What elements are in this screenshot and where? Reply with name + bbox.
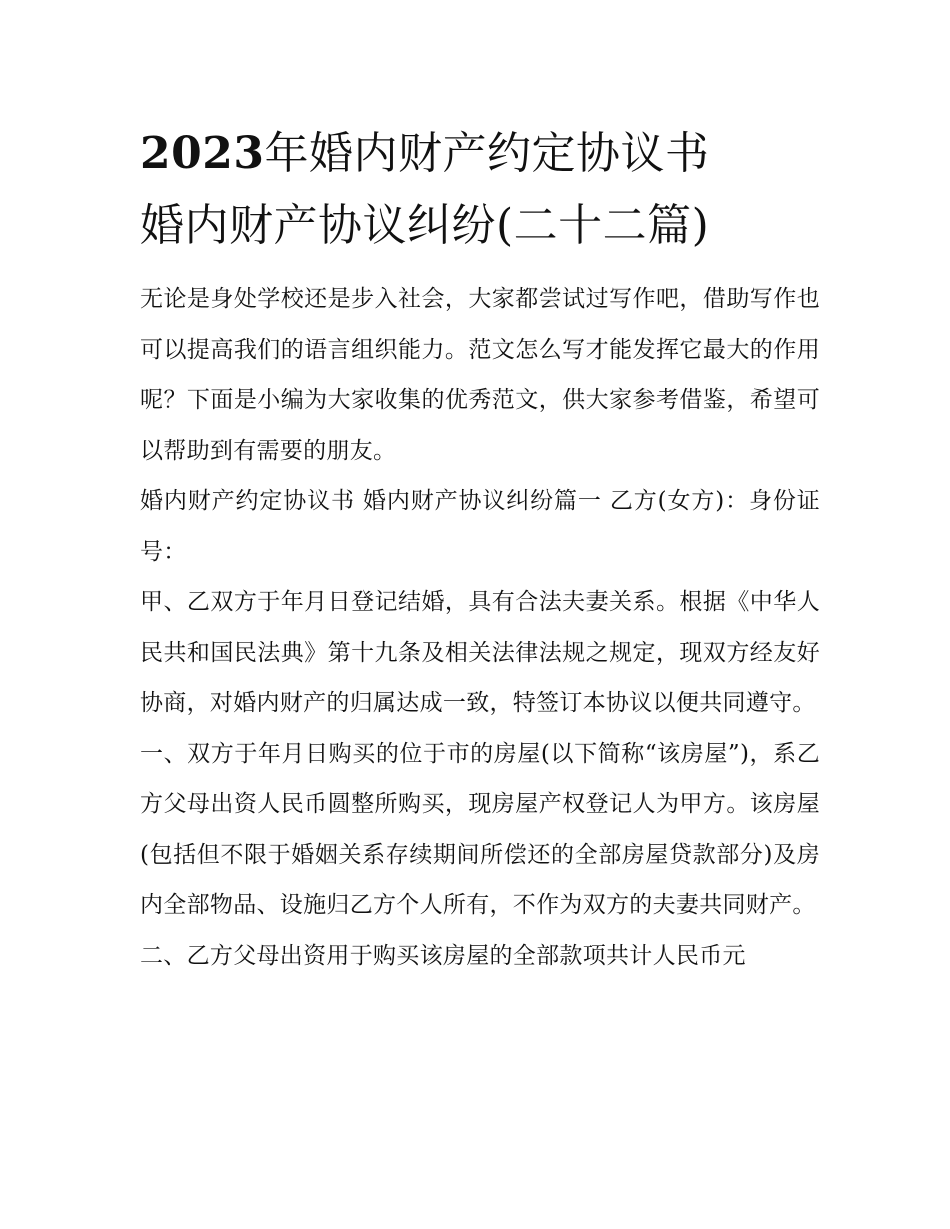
section-heading-paragraph: 婚内财产约定协议书 婚内财产协议纠纷篇一 乙方(女方)：身份证号： [140,488,820,565]
title-line-1 [140,118,820,190]
clause-2-paragraph: 二、乙方父母出资用于购买该房屋的全部款项共计人民币元 [140,942,746,969]
title-year: 2023 [140,128,265,179]
title-line-1-text: 年婚内财产约定协议书 [264,128,710,179]
preamble-paragraph: 甲、乙双方于年月日登记结婚，具有合法夫妻关系。根据《中华人民共和国民法典》第十九条及相关法律法规之规定，现双方经友好协商，对婚内财产的归属达成一致，特签订本协议以便共同遵守。 [140,589,820,716]
intro-paragraph: 无论是身处学校还是步入社会，大家都尝试过写作吧，借助写作也可以提高我们的语言组织能力。范文怎么写才能发挥它最大的作用呢？下面是小编为大家收集的优秀范文，供大家参考借鉴，希望可以帮助到有需要的朋友。 [140,286,820,464]
document-title [140,118,820,262]
clause-1-paragraph: 一、双方于年月日购买的位于市的房屋(以下简称“该房屋”)，系乙方父母出资人民币圆整所购买，现房屋产权登记人为甲方。该房屋(包括但不限于婚姻关系存续期间所偿还的全部房屋贷款部分)及房内全部物品、设施归乙方个人所有，不作为双方的夫妻共同财产。 [140,740,820,918]
title-line-2: 婚内财产协议纠纷(二十二篇) [140,200,710,251]
document-page [140,118,820,981]
